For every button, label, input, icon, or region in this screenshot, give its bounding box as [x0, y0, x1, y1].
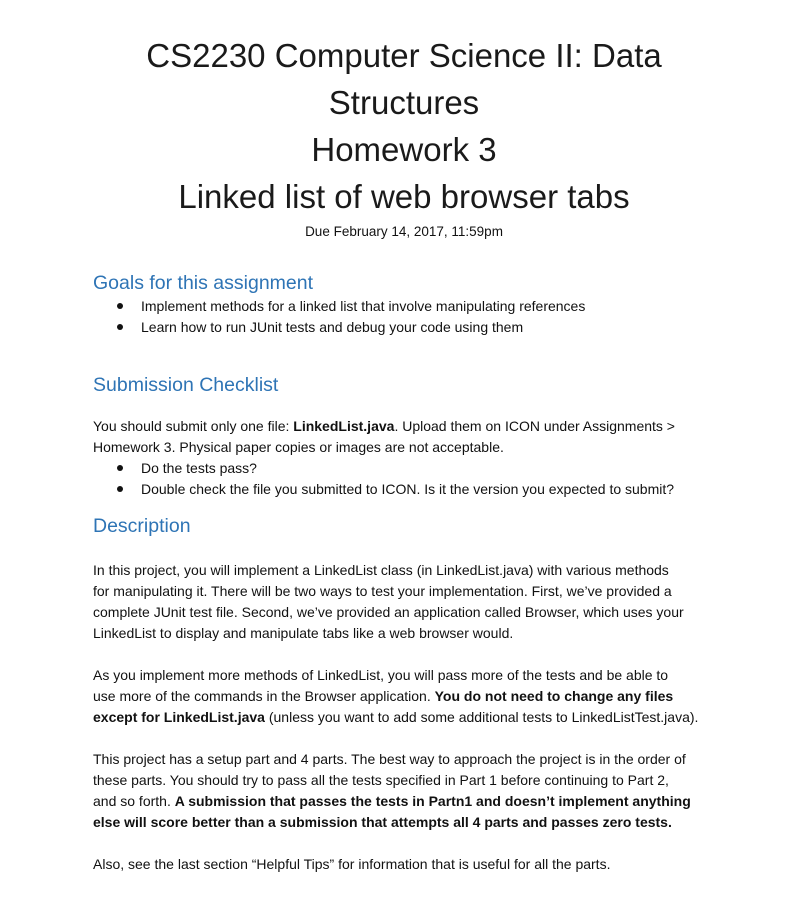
- list-item: Double check the file you submitted to ICON. Is it the version you expected to submit?: [93, 479, 713, 500]
- submission-filename: LinkedList.java: [293, 418, 395, 434]
- title-block: [0, 32, 808, 242]
- checklist-heading: Submission Checklist: [93, 374, 279, 396]
- checklist-list: [93, 458, 713, 500]
- bullet-icon: [117, 324, 123, 330]
- description-paragraph-4: Also, see the last section “Helpful Tips” for information that is useful for all the parts.: [93, 856, 611, 872]
- list-item: Do the tests pass?: [93, 458, 713, 479]
- bullet-icon: [117, 303, 123, 309]
- course-title: CS2230 Computer Science II: Data: [146, 37, 662, 74]
- bullet-icon: [117, 486, 123, 492]
- description-section: [93, 513, 713, 875]
- list-item: Implement methods for a linked list that involve manipulating references: [93, 296, 713, 317]
- description-paragraph-1: In this project, you will implement a LinkedList class (in LinkedList.java) with various methods for manipulating it. There will be two ways to test your implementation. First, we’ve provided a complete JUnit test file. Second, we’ve provided an application called Browser, which uses your LinkedList to display and manipulate tabs like a web browser would.: [93, 562, 684, 641]
- due-date: Due February 14, 2017, 11:59pm: [305, 224, 503, 239]
- description-paragraph-3: This project has a setup part and 4 parts. The best way to approach the project is in the order of these parts. You should try to pass all the tests specified in Part 1 before continuing to Part 2, and so forth. A submission that passes the tests in Partn1 and doesn’t implement anything else will score better than a submission that attempts all 4 parts and passes zero tests.: [93, 751, 691, 830]
- goals-section: [93, 270, 713, 338]
- description-heading: Description: [93, 515, 191, 537]
- course-title-cont: Structures: [328, 84, 480, 121]
- checklist-section: [93, 372, 713, 500]
- goals-list: [93, 296, 713, 338]
- goals-heading: Goals for this assignment: [93, 272, 314, 294]
- homework-number: Homework 3: [311, 131, 497, 168]
- checklist-intro: You should submit only one file: LinkedList.java. Upload them on ICON under Assignments > Homework 3. Physical paper copies or images are not acceptable.: [93, 418, 675, 455]
- description-paragraph-2: As you implement more methods of LinkedList, you will pass more of the tests and be able to use more of the commands in the Browser application. You do not need to change any files except for LinkedList.java (unless you want to add some additional tests to LinkedListTest.java).: [93, 667, 699, 725]
- homework-topic: Linked list of web browser tabs: [178, 178, 630, 215]
- list-item: Learn how to run JUnit tests and debug your code using them: [93, 317, 713, 338]
- bullet-icon: [117, 465, 123, 471]
